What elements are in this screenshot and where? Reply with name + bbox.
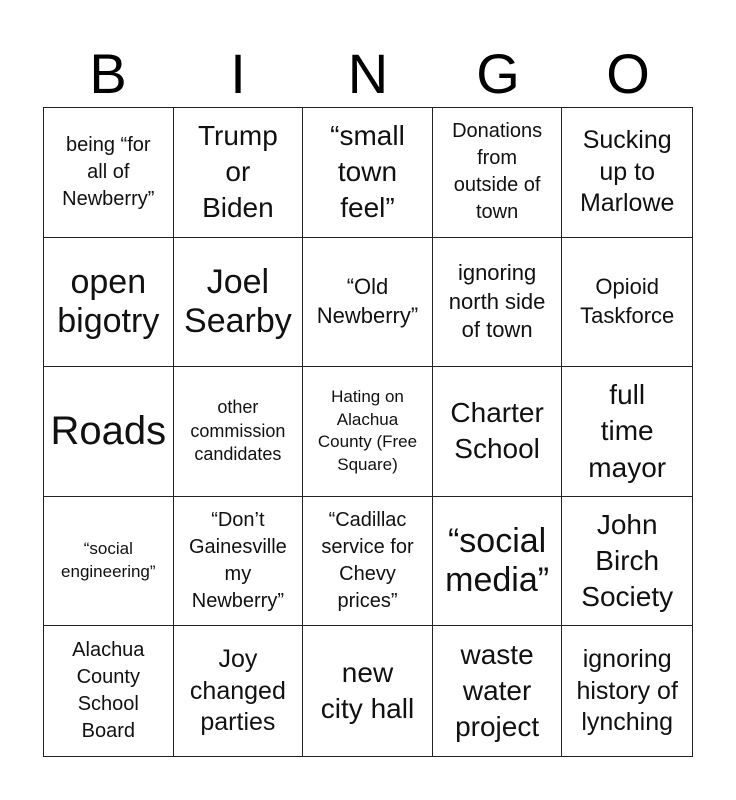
cell-text: Joel Searby	[184, 262, 292, 340]
bingo-cell[interactable]	[562, 367, 692, 497]
bingo-cell[interactable]	[44, 108, 174, 238]
header-letter-g: G	[476, 42, 520, 105]
cell-text: “social engineering”	[61, 539, 156, 582]
bingo-cell[interactable]	[174, 238, 304, 368]
cell-text: ignoring north side of town	[448, 260, 546, 343]
cell-text: waste water project	[455, 638, 540, 743]
bingo-grid	[43, 107, 693, 757]
bingo-cell[interactable]	[44, 367, 174, 497]
bingo-cell[interactable]	[433, 626, 563, 756]
cell-text: John Birch Society	[581, 508, 674, 613]
cell-text: Charter School	[450, 397, 544, 465]
cell-text: Alachua County School Board	[72, 639, 145, 743]
bingo-cell[interactable]	[44, 238, 174, 368]
bingo-cell[interactable]	[174, 108, 304, 238]
cell-text: ignoring history of lynching	[576, 645, 678, 736]
bingo-cell[interactable]	[562, 626, 692, 756]
cell-text: being “for all of Newberry”	[62, 133, 155, 210]
bingo-cell[interactable]	[174, 367, 304, 497]
cell-text: Roads	[50, 409, 167, 454]
bingo-cell[interactable]	[562, 238, 692, 368]
bingo-cell[interactable]	[433, 367, 563, 497]
bingo-cell[interactable]	[303, 367, 433, 497]
cell-text: “Cadillac service for Chevy prices”	[321, 509, 414, 613]
cell-text: Trump or Biden	[197, 119, 278, 224]
bingo-cell[interactable]	[562, 497, 692, 627]
bingo-cell[interactable]	[433, 108, 563, 238]
bingo-header	[43, 40, 693, 108]
bingo-cell[interactable]	[174, 497, 304, 627]
cell-text: “Don’t Gainesville my Newberry”	[188, 509, 287, 613]
cell-text: full time mayor	[588, 378, 667, 483]
cell-text: Sucking up to Marlowe	[579, 126, 675, 217]
bingo-cell[interactable]	[433, 497, 563, 627]
cell-text: “small town feel”	[330, 119, 405, 224]
cell-text: open bigotry	[57, 262, 160, 340]
header-letter-i: I	[230, 42, 246, 105]
cell-text: “Old Newberry”	[316, 274, 419, 328]
cell-text: Opioid Taskforce	[580, 274, 675, 328]
bingo-cell[interactable]	[44, 626, 174, 756]
header-letter-b: B	[89, 42, 127, 105]
bingo-cell[interactable]	[303, 626, 433, 756]
cell-text: other commission candidates	[190, 397, 286, 465]
cell-text: new city hall	[320, 656, 415, 725]
header-letter-o: O	[606, 42, 650, 105]
bingo-cell[interactable]	[303, 238, 433, 368]
cell-text: Donations from outside of town	[452, 120, 543, 224]
bingo-cell[interactable]	[303, 108, 433, 238]
cell-text: Hating on Alachua County (Free Square)	[317, 386, 418, 475]
header-letter-n: N	[347, 42, 389, 105]
bingo-cell[interactable]	[303, 497, 433, 627]
bingo-cell[interactable]	[174, 626, 304, 756]
cell-text: “social media”	[445, 522, 550, 600]
cell-text: Joy changed parties	[189, 645, 286, 736]
bingo-cell[interactable]	[433, 238, 563, 368]
bingo-cell[interactable]	[562, 108, 692, 238]
bingo-cell[interactable]	[44, 497, 174, 627]
